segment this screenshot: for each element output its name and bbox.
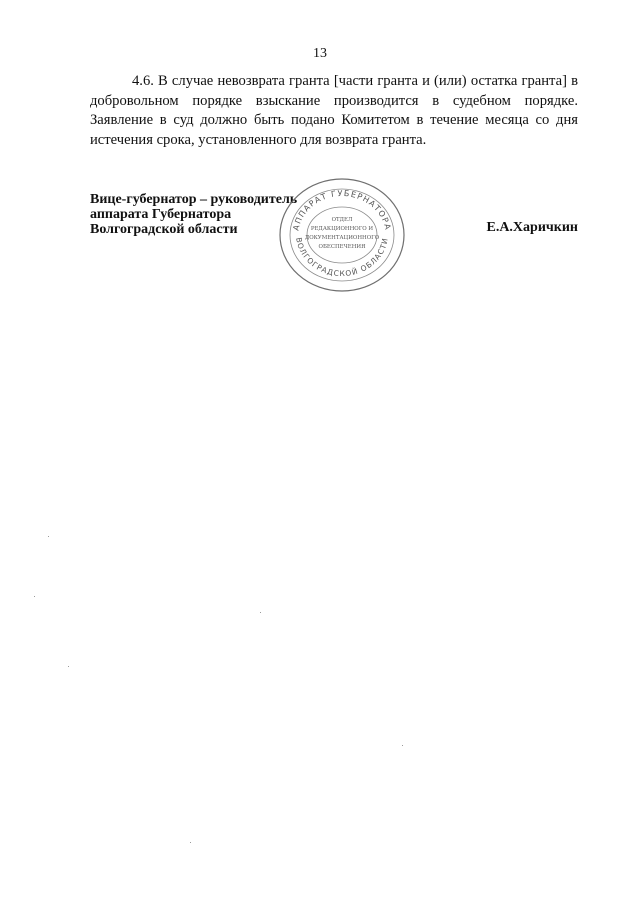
signature-title-line-2: аппарата Губернатора <box>90 207 232 222</box>
stamp-center-line-2: РЕДАКЦИОННОГО И <box>310 226 374 232</box>
stamp-ring-bottom-text: ВОЛГОГРАДСКОЙ ОБЛАСТИ <box>294 236 390 279</box>
signature-title <box>90 192 297 237</box>
scan-speck <box>402 745 403 746</box>
signature-title-line-1: Вице-губернатор – руководитель <box>90 192 298 207</box>
scan-speck <box>190 842 191 843</box>
page-number: 13 <box>313 46 327 61</box>
official-stamp <box>272 172 412 298</box>
stamp-center-line-3: ДОКУМЕНТАЦИОННОГО <box>304 235 380 241</box>
stamp-center-line-1: ОТДЕЛ <box>331 217 353 223</box>
scan-speck <box>34 596 35 597</box>
stamp-center-line-4: ОБЕСПЕЧЕНИЯ <box>318 244 366 250</box>
signature-title-line-3: Волгоградской области <box>90 222 238 237</box>
scan-speck <box>68 666 69 667</box>
scan-speck <box>260 612 261 613</box>
stamp-ring-top-text: АППАРАТ ГУБЕРНАТОРА <box>291 188 393 232</box>
body-paragraph: 4.6. В случае невозврата гранта [части гранта и (или) остатка гранта] в добровольном порядке взыскание производится в судебном порядке. Заявление в суд должно быть подано Комитетом в течение месяца со дня истечения срока, установленного для возврата гранта. <box>90 73 578 148</box>
signature-name: Е.А.Харичкин <box>486 220 578 235</box>
scan-speck <box>48 536 49 537</box>
